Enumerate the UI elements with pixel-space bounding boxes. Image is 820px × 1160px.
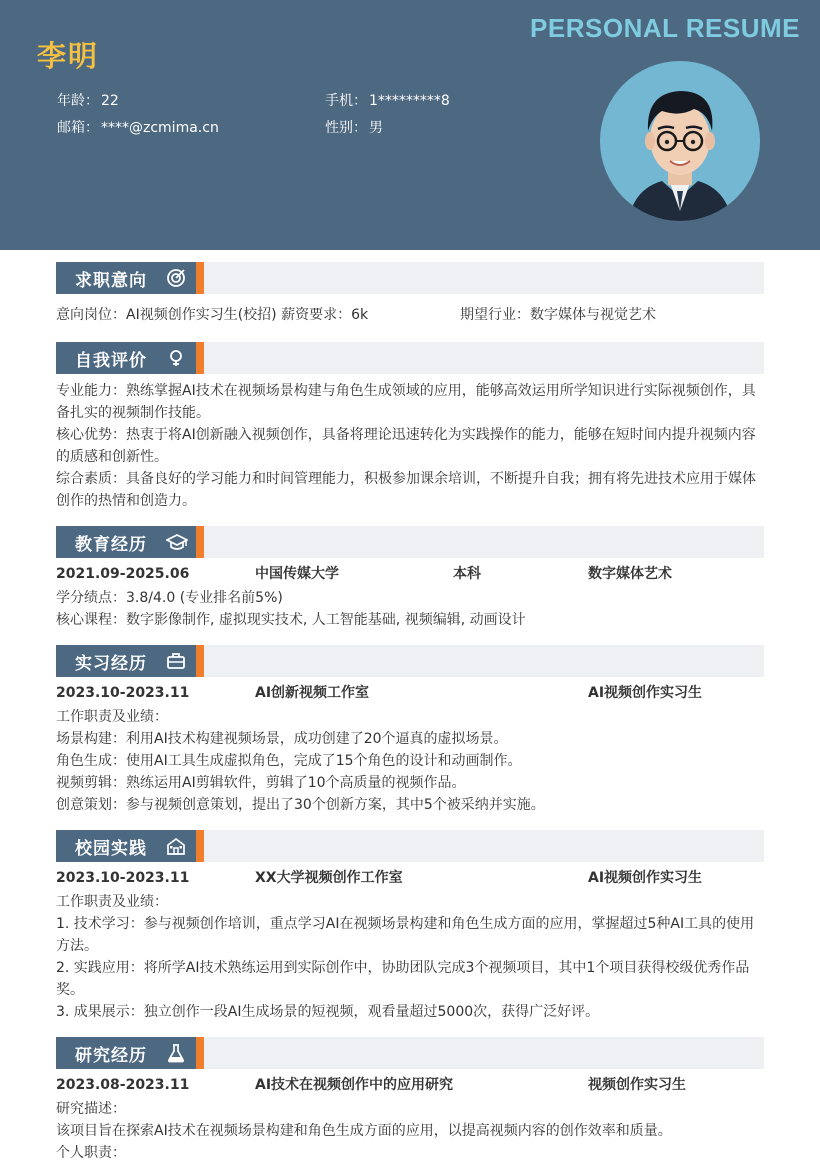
school-building-icon bbox=[166, 836, 186, 856]
campus-item: 2. 实践应用：将所学AI技术熟练运用到实际创作中，协助团队完成3个视频项目，其中1个项目获得校级优秀作品奖。 bbox=[56, 960, 750, 998]
email-field bbox=[57, 117, 219, 137]
section-title: 研究经历 bbox=[75, 1046, 147, 1066]
research-topic: AI技术在视频创作中的应用研究 bbox=[255, 1077, 454, 1093]
email-label: 邮箱： bbox=[57, 120, 99, 136]
section-tab bbox=[56, 1037, 196, 1069]
intern-line: 视频剪辑：熟练运用AI剪辑软件，剪辑了10个高质量的视频作品。 bbox=[56, 775, 466, 791]
section-research bbox=[56, 1037, 764, 1069]
section-tab bbox=[56, 342, 196, 374]
section-accent bbox=[196, 526, 204, 558]
edu-degree: 本科 bbox=[453, 566, 481, 582]
section-accent bbox=[196, 645, 204, 677]
gender-field bbox=[325, 117, 383, 137]
section-intent bbox=[56, 262, 764, 294]
intern-period: 2023.10-2023.11 bbox=[56, 685, 190, 701]
gender-value: 男 bbox=[369, 120, 383, 136]
research-desc: 该项目旨在探索AI技术在视频场景构建和角色生成方面的应用，以提高视频内容的创作效率和质量。 bbox=[56, 1123, 672, 1139]
self-eval-skill: 专业能力：熟练掌握AI技术在视频场景构建与角色生成领域的应用，能够高效运用所学知识进行实际视频创作，具备扎实的视频制作技能。 bbox=[56, 383, 756, 421]
section-accent bbox=[196, 262, 204, 294]
header-banner bbox=[0, 0, 820, 250]
section-education bbox=[56, 526, 764, 558]
age-value: 22 bbox=[101, 93, 119, 109]
section-title: 自我评价 bbox=[75, 351, 147, 371]
graduation-cap-icon bbox=[166, 532, 186, 552]
phone-value: 1*********8 bbox=[369, 93, 450, 109]
email-value: ****@zcmima.cn bbox=[101, 120, 219, 136]
section-title: 教育经历 bbox=[75, 535, 147, 555]
research-role: 视频创作实习生 bbox=[588, 1077, 686, 1093]
campus-role: AI视频创作实习生 bbox=[588, 870, 703, 886]
self-eval-quality: 综合素质：具备良好的学习能力和时间管理能力，积极参加课余培训，不断提升自我；拥有将先进技术应用于媒体创作的热情和创造力。 bbox=[56, 471, 756, 509]
candidate-name: 李明 bbox=[37, 39, 100, 73]
intern-line: 工作职责及业绩： bbox=[56, 709, 168, 725]
self-eval-strength: 核心优势：热衷于将AI创新融入视频创作，具备将理论迅速转化为实践操作的能力，能够在短时间内提升视频内容的质感和创新性。 bbox=[56, 427, 756, 465]
intern-line: 创意策划：参与视频创意策划，提出了30个创新方案，其中5个被采纳并实施。 bbox=[56, 797, 545, 813]
intern-company: AI创新视频工作室 bbox=[255, 685, 370, 701]
edu-courses: 核心课程：数字影像制作, 虚拟现实技术, 人工智能基础, 视频编辑, 动画设计 bbox=[56, 612, 526, 628]
research-desc-label: 研究描述： bbox=[56, 1101, 126, 1117]
intent-industry: 期望行业：数字媒体与视觉艺术 bbox=[460, 307, 656, 323]
research-duty-label: 个人职责： bbox=[56, 1145, 126, 1160]
section-accent bbox=[196, 342, 204, 374]
campus-org: XX大学视频创作工作室 bbox=[255, 870, 403, 886]
gender-label: 性别： bbox=[325, 120, 367, 136]
briefcase-icon bbox=[166, 651, 186, 671]
section-campus bbox=[56, 830, 764, 862]
section-title: 校园实践 bbox=[75, 839, 147, 859]
research-period: 2023.08-2023.11 bbox=[56, 1077, 190, 1093]
edu-gpa: 学分绩点：3.8/4.0 (专业排名前5%) bbox=[56, 590, 283, 606]
age-field bbox=[57, 90, 119, 110]
campus-item: 3. 成果展示：独立创作一段AI生成场景的短视频，观看量超过5000次，获得广泛好评。 bbox=[56, 1004, 600, 1020]
section-accent bbox=[196, 1037, 204, 1069]
age-label: 年龄： bbox=[57, 93, 99, 109]
target-icon bbox=[166, 268, 186, 288]
flask-icon bbox=[166, 1043, 186, 1063]
section-title: 实习经历 bbox=[75, 654, 147, 674]
section-tab bbox=[56, 526, 196, 558]
intern-role: AI视频创作实习生 bbox=[588, 685, 703, 701]
phone-label: 手机： bbox=[325, 93, 367, 109]
section-tab bbox=[56, 830, 196, 862]
section-tab bbox=[56, 645, 196, 677]
section-title: 求职意向 bbox=[75, 271, 147, 291]
campus-item: 1. 技术学习：参与视频创作培训，重点学习AI在视频场景构建和角色生成方面的应用，掌握超过5种AI工具的使用方法。 bbox=[56, 916, 755, 954]
intent-position: 意向岗位：AI视频创作实习生(校招) 薪资要求：6k bbox=[56, 307, 369, 323]
intern-line: 场景构建：利用AI技术构建视频场景，成功创建了20个逼真的虚拟场景。 bbox=[56, 731, 508, 747]
section-accent bbox=[196, 830, 204, 862]
intern-line: 角色生成：使用AI工具生成虚拟角色，完成了15个角色的设计和动画制作。 bbox=[56, 753, 522, 769]
avatar bbox=[600, 61, 760, 221]
section-self-eval bbox=[56, 342, 764, 374]
edu-school: 中国传媒大学 bbox=[255, 566, 339, 582]
section-tab bbox=[56, 262, 196, 294]
campus-period: 2023.10-2023.11 bbox=[56, 870, 190, 886]
campus-intro: 工作职责及业绩： bbox=[56, 894, 168, 910]
edu-major: 数字媒体艺术 bbox=[588, 566, 672, 582]
resume-title: PERSONAL RESUME bbox=[530, 13, 800, 43]
edu-period: 2021.09-2025.06 bbox=[56, 566, 190, 582]
lightbulb-icon bbox=[166, 348, 186, 368]
phone-field bbox=[325, 90, 450, 110]
section-internship bbox=[56, 645, 764, 677]
